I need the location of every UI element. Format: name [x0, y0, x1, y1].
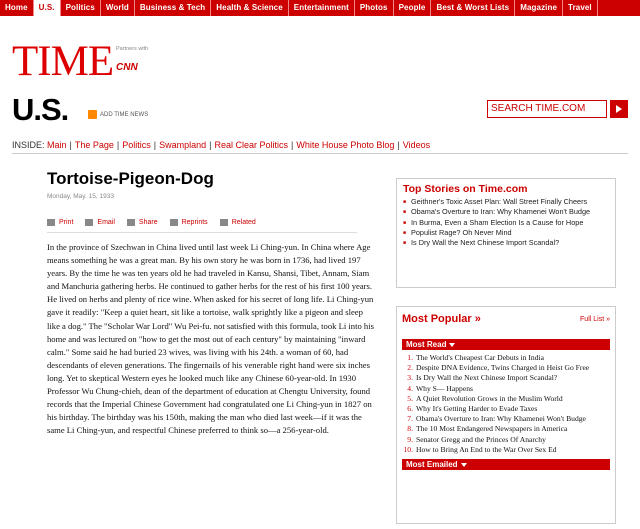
reprints-icon — [170, 219, 178, 226]
share-icon — [127, 219, 135, 226]
time-logo[interactable]: TIME — [12, 38, 114, 85]
most-read-item[interactable] — [402, 385, 610, 393]
separator: | — [153, 140, 157, 150]
nav-item-politics[interactable]: Politics — [61, 0, 101, 16]
separator: | — [69, 140, 72, 150]
rank-number: 10. — [403, 444, 413, 454]
most-popular-box — [396, 306, 616, 524]
most-read-title: Why It's Getting Harder to Evade Taxes — [416, 403, 538, 413]
most-read-item[interactable] — [402, 415, 610, 423]
search-button[interactable] — [610, 100, 628, 118]
most-popular-title[interactable]: Most Popular » — [402, 313, 481, 325]
inside-nav — [12, 140, 430, 150]
most-read-title: Why S— Happens — [416, 383, 473, 393]
rank-number: 3. — [407, 373, 413, 383]
inside-label: INSIDE: — [12, 140, 45, 150]
tools-divider — [47, 232, 357, 233]
rank-number: 5. — [407, 393, 413, 403]
email-button[interactable] — [85, 219, 115, 226]
most-read-title: Despite DNA Evidence, Twins Charged in Heist Go Free — [416, 363, 590, 373]
most-read-item[interactable] — [402, 364, 610, 372]
nav-item-business-tech[interactable]: Business & Tech — [135, 0, 211, 16]
rank-number: 7. — [407, 414, 413, 424]
rss-label: ADD TIME NEWS — [100, 111, 149, 118]
related-icon — [220, 219, 228, 226]
most-read-title: Is Dry Wall the Next Chinese Import Scandal? — [416, 373, 558, 383]
partner-tagline: Partners with — [116, 46, 149, 52]
nav-item-world[interactable]: World — [101, 0, 135, 16]
nav-item-best-worst-lists[interactable]: Best & Worst Lists — [431, 0, 515, 16]
chevron-down-icon — [449, 343, 455, 347]
rank-number: 2. — [407, 363, 413, 373]
separator: | — [397, 140, 400, 150]
top-nav — [0, 0, 640, 16]
inside-link[interactable]: Politics — [122, 140, 151, 150]
related-button[interactable] — [220, 219, 256, 226]
most-read-item[interactable] — [402, 436, 610, 444]
rank-number: 4. — [407, 383, 413, 393]
inside-link[interactable]: The Page — [74, 140, 114, 150]
nav-item-travel[interactable]: Travel — [563, 0, 598, 16]
inside-link[interactable]: Videos — [402, 140, 431, 150]
most-read-item[interactable] — [402, 374, 610, 382]
most-read-title: A Quiet Revolution Grows in the Muslim World — [416, 393, 563, 403]
inside-link[interactable]: Main — [47, 140, 67, 150]
nav-item-photos[interactable]: Photos — [355, 0, 394, 16]
nav-item-u-s[interactable]: U.S. — [34, 0, 61, 16]
top-stories-list — [403, 198, 609, 247]
most-read-label: Most Read — [406, 340, 447, 349]
top-story-link[interactable]: ■ Geithner's Toxic Asset Plan: Wall Street Finally Cheers — [403, 198, 609, 206]
tool-label: Email — [97, 219, 115, 226]
cnn-logo[interactable]: CNN — [116, 62, 138, 73]
separator: | — [291, 140, 294, 150]
article-date: Monday, May. 15, 1933 — [47, 193, 114, 200]
tool-label: Related — [231, 219, 256, 226]
rank-number: 1. — [407, 353, 413, 362]
inside-link[interactable]: Real Clear Politics — [214, 140, 289, 150]
divider — [12, 153, 628, 154]
chevron-down-icon — [461, 463, 467, 467]
email-icon — [85, 219, 93, 226]
most-read-item[interactable] — [402, 446, 610, 454]
most-read-item[interactable] — [402, 425, 610, 433]
most-read-list — [402, 354, 610, 453]
separator: | — [116, 140, 120, 150]
share-button[interactable] — [127, 219, 158, 226]
most-read-title: The 10 Most Endangered Newspapers in America — [416, 424, 568, 434]
rss-icon — [88, 110, 97, 119]
top-story-link[interactable]: ■ Obama's Overture to Iran: Why Khamenei Won't Budge — [403, 208, 609, 216]
top-story-link[interactable]: ■ In Burma, Even a Sham Election Is a Cause for Hope — [403, 219, 609, 227]
tool-label: Share — [138, 219, 158, 226]
most-read-title: Obama's Overture to Iran: Why Khamenei Won't Budge — [416, 414, 586, 424]
most-read-item[interactable] — [402, 405, 610, 413]
top-story-link[interactable]: ■ Populist Rage? Oh Never Mind — [403, 229, 609, 237]
full-list-link[interactable]: Full List » — [580, 315, 610, 323]
most-read-title: Senator Gregg and the Princes Of Anarchy — [416, 434, 546, 444]
most-emailed-label: Most Emailed — [406, 460, 458, 470]
section-title: U.S. — [12, 92, 69, 127]
separator: | — [209, 140, 212, 150]
article-tools — [47, 219, 256, 226]
rss-link[interactable] — [88, 110, 148, 119]
most-read-item[interactable] — [402, 354, 610, 362]
most-emailed-tab[interactable] — [402, 459, 610, 470]
most-read-title: How to Bring An End to the War Over Sex Ed — [416, 444, 557, 454]
most-read-tab[interactable] — [402, 339, 610, 350]
tool-label: Print — [59, 219, 74, 226]
rank-number: 8. — [407, 424, 413, 434]
print-icon — [47, 219, 55, 226]
article-headline: Tortoise-Pigeon-Dog — [47, 169, 214, 188]
nav-item-home[interactable]: Home — [0, 0, 34, 16]
search-input[interactable]: SEARCH TIME.COM — [487, 100, 607, 118]
inside-link[interactable]: White House Photo Blog — [296, 140, 395, 150]
nav-item-entertainment[interactable]: Entertainment — [289, 0, 355, 16]
inside-link[interactable]: Swampland — [159, 140, 207, 150]
top-stories-box — [396, 178, 616, 288]
nav-item-magazine[interactable]: Magazine — [515, 0, 563, 16]
top-stories-title[interactable]: Top Stories on Time.com — [403, 183, 528, 195]
tool-label: Reprints — [181, 219, 208, 226]
top-story-link[interactable]: ■ Is Dry Wall the Next Chinese Import Scandal? — [403, 239, 609, 247]
rank-number: 6. — [407, 403, 413, 413]
rank-number: 9. — [407, 434, 413, 444]
nav-item-people[interactable]: People — [394, 0, 432, 16]
article-body: In the province of Szechwan in China lived until last week Li Ching-yun. In China where Age means something he was a great man. By his own story he was born in 1736, had lived 197 years. By the time he was ten years old he had traveled in Kansu, Shansi, Tibet, Annam, Siam and Manchuria gathering herbs. He continued to gather herbs for the rest of his first 100 years. He lived on herbs and plenty of rice wine. When asked for his secret of long life. Li Ching-yun gave it readily: "Keep a quiet heart, sit like a tortoise, walk sprightly like a pigeon and sleep like a dog." The "Scholar War Lord" Wu Pei-fu. not satisfied with this formula, took Li into his home and was lectured on "how to get the most out of each century" by maintaining "inward calm." Some said he had buried 23 wives, was living with his 24th. a woman of 60, had descendants of eleven generations. The fingernails of his venerable right hand were six inches long. Yet to skeptical Western eyes he looked much like any Chinese 60-year-old. In 1930 Professor Wu Chung-chieh, dean of the department of education at Chengtu University, found records that the Imperial Chinese Government had congratulated one Li Ching-yun in 1827 on his birthday. The birthday was his 150th, making the man who died last week—if it was the same Li Ching-yun, and respectful Chinese preferred to think so—a 256-year-old. — [47, 242, 374, 436]
most-read-item[interactable] — [402, 395, 610, 403]
reprints-button[interactable] — [170, 219, 208, 226]
most-read-title: The World's Cheapest Car Debuts in India — [416, 353, 544, 362]
print-button[interactable] — [47, 219, 73, 226]
nav-item-health-science[interactable]: Health & Science — [211, 0, 289, 16]
